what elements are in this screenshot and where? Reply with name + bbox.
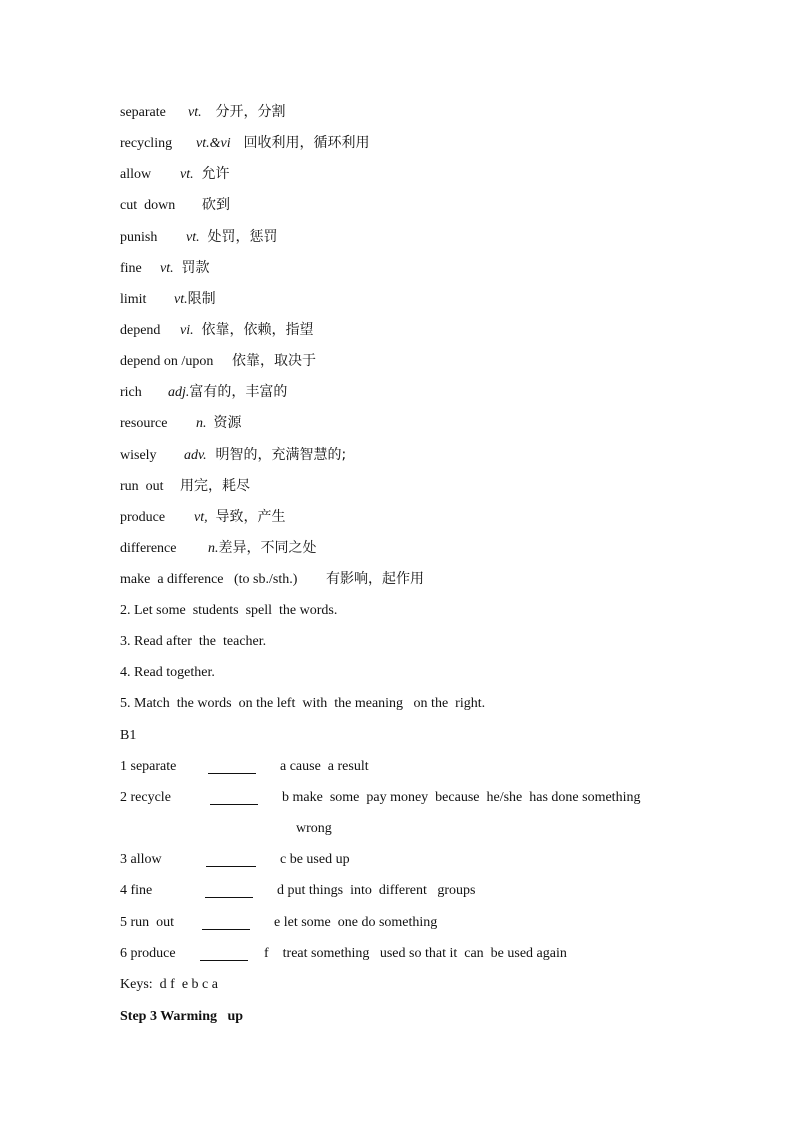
vocab-term: resource	[120, 416, 168, 431]
section-heading: B1	[120, 728, 137, 743]
vocab-pos: n.	[208, 541, 219, 556]
vocab-pos: adv.	[184, 448, 207, 463]
step-line: 3. Read after the teacher.	[120, 634, 267, 649]
vocab-meaning: 依靠，取决于	[232, 353, 316, 369]
match-item: 5 run out	[120, 915, 175, 930]
vocab-term: cut down	[120, 198, 176, 213]
vocab-meaning: 分开，分割	[215, 104, 286, 120]
match-item: 3 allow	[120, 852, 162, 867]
vocab-meaning: 差异，不同之处	[218, 540, 317, 556]
match-item: 6 produce	[120, 946, 176, 961]
vocab-pos: n.	[196, 416, 207, 431]
vocab-line	[120, 414, 242, 433]
answer-blank[interactable]	[205, 885, 253, 898]
answer-keys: Keys: d f e b c a	[120, 977, 218, 992]
vocab-line	[120, 477, 250, 496]
vocab-line	[120, 321, 314, 340]
vocab-pos: adj.	[168, 385, 190, 400]
vocab-line	[120, 196, 230, 215]
vocab-pos: vt.&vi	[196, 136, 231, 151]
vocab-meaning: 限制	[187, 291, 216, 307]
step-line: 5. Match the words on the left with the meaning on the right.	[120, 696, 486, 711]
vocab-term: depend	[120, 323, 161, 338]
vocab-line	[120, 259, 210, 278]
match-definition: b make some pay money because he/she has done something	[282, 790, 641, 805]
answer-blank[interactable]	[210, 792, 258, 805]
match-item: 1 separate	[120, 759, 177, 774]
step-line: 4. Read together.	[120, 665, 215, 680]
vocab-line	[120, 352, 316, 371]
vocab-term: wisely	[120, 448, 157, 463]
vocab-term: recycling	[120, 136, 173, 151]
vocab-meaning: 导致，产生	[215, 509, 286, 525]
match-definition: f treat something used so that it can be used again	[264, 946, 567, 961]
vocab-term: separate	[120, 105, 166, 120]
vocab-line	[120, 539, 317, 558]
match-definition: d put things into different groups	[277, 883, 476, 898]
vocab-line	[120, 103, 286, 122]
answer-blank[interactable]	[202, 917, 250, 930]
vocab-pos: vt.	[180, 167, 194, 182]
vocab-meaning: 砍到	[202, 197, 230, 213]
match-definition-wrap: wrong	[296, 821, 332, 836]
vocab-line	[120, 383, 287, 402]
vocab-pos: vt.	[188, 105, 202, 120]
vocab-meaning: 允许	[201, 166, 230, 182]
vocab-meaning: 回收利用，循环利用	[243, 135, 370, 151]
vocab-pos: vi.	[180, 323, 194, 338]
vocab-pos: vt.	[174, 292, 188, 307]
vocab-meaning: 处罚，惩罚	[207, 229, 278, 245]
vocab-line	[120, 570, 424, 589]
vocab-term: difference	[120, 541, 177, 556]
vocab-pos: vt,	[194, 510, 208, 525]
match-definition: e let some one do something	[274, 915, 438, 930]
answer-blank[interactable]	[206, 854, 256, 867]
match-definition: c be used up	[280, 852, 350, 867]
vocab-meaning: 罚款	[181, 260, 210, 276]
vocab-meaning: 依靠，依赖，指望	[201, 322, 314, 338]
answer-blank[interactable]	[200, 948, 248, 961]
vocab-term: limit	[120, 292, 147, 307]
vocab-meaning: 资源	[213, 415, 242, 431]
vocab-meaning: 有影响，起作用	[326, 571, 424, 587]
vocab-term: punish	[120, 230, 158, 245]
match-definition: a cause a result	[280, 759, 369, 774]
vocab-line	[120, 228, 278, 247]
vocab-term: make a difference (to sb./sth.)	[120, 572, 298, 587]
vocab-term: fine	[120, 261, 142, 276]
vocab-meaning: 富有的，丰富的	[189, 384, 288, 400]
match-item: 2 recycle	[120, 790, 171, 805]
vocab-line	[120, 165, 230, 184]
vocab-line	[120, 290, 216, 309]
vocab-term: run out	[120, 479, 164, 494]
vocab-term: produce	[120, 510, 166, 525]
match-item: 4 fine	[120, 883, 153, 898]
vocab-term: depend on /upon	[120, 354, 214, 369]
vocab-line	[120, 134, 370, 153]
vocab-term: rich	[120, 385, 142, 400]
vocab-term: allow	[120, 167, 152, 182]
vocab-meaning: 明智的，充满智慧的;	[215, 447, 347, 463]
answer-blank[interactable]	[208, 761, 256, 774]
step-line: 2. Let some students spell the words.	[120, 603, 338, 618]
step-heading: Step 3 Warming up	[120, 1009, 244, 1024]
vocab-pos: vt.	[186, 230, 200, 245]
vocab-line	[120, 508, 286, 527]
vocab-meaning: 用完，耗尽	[180, 478, 250, 494]
vocab-line	[120, 446, 346, 465]
vocab-pos: vt.	[160, 261, 174, 276]
